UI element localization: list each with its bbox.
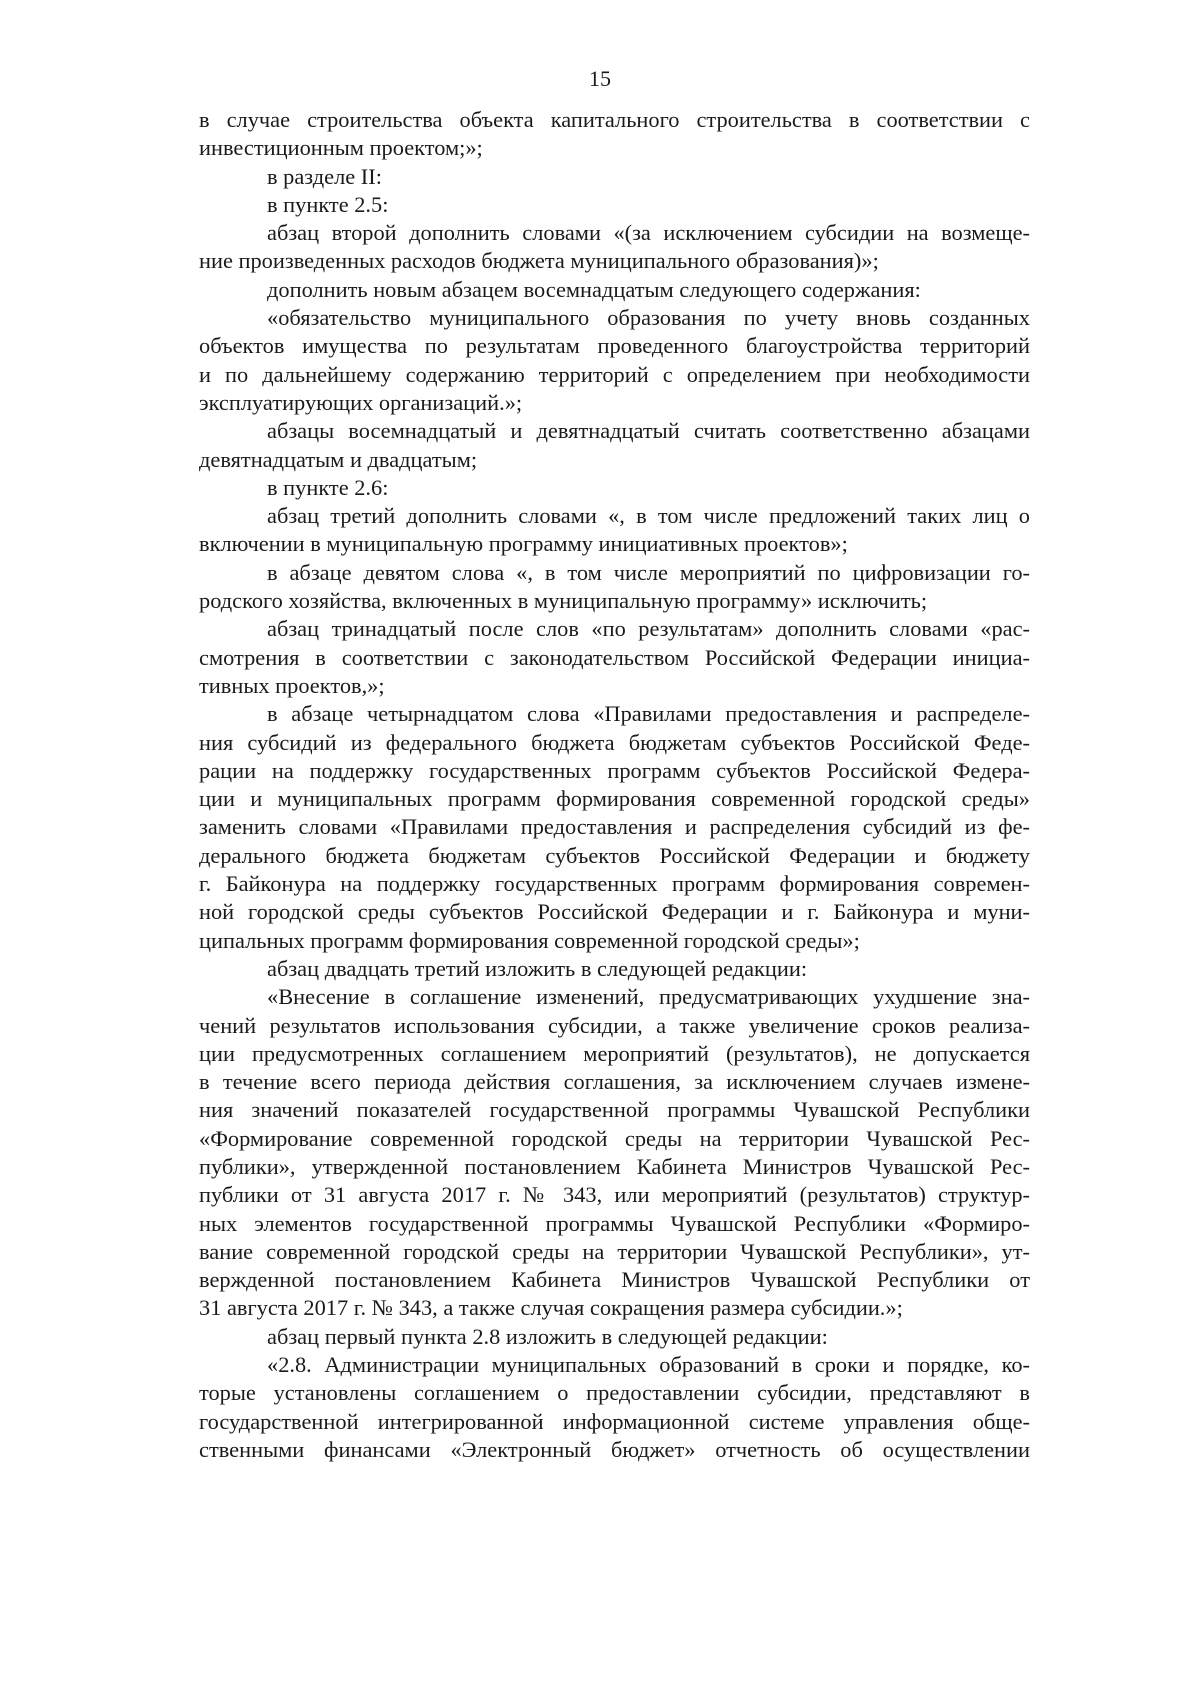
text-line: абзац тринадцатый после слов «по результатам» дополнить словами «рас- — [267, 616, 1030, 642]
text-line: абзацы восемнадцатый и девятнадцатый считать соответственно абзацами — [267, 418, 1030, 444]
text-line: в пункте 2.5: — [267, 191, 389, 217]
text-line: ственными финансами «Электронный бюджет» отчетность об осуществлении — [199, 1436, 1030, 1462]
text-line: в течение всего периода действия соглашения, за исключением случаев измене- — [199, 1069, 1030, 1095]
text-line: 31 августа 2017 г. № 343, а также случая сокращения размера субсидии.»; — [199, 1295, 903, 1321]
text-line: ние произведенных расходов бюджета муниципального образования)»; — [199, 248, 879, 274]
text-line: тивных проектов,»; — [199, 672, 385, 698]
text-line: абзац двадцать третий изложить в следующей редакции: — [267, 955, 808, 981]
text-line: в абзаце четырнадцатом слова «Правилами предоставления и распределе- — [267, 701, 1030, 727]
text-line: абзац второй дополнить словами «(за исключением субсидии на возмеще- — [267, 220, 1030, 246]
text-line: включении в муниципальную программу инициативных проектов»; — [199, 531, 848, 557]
page-number: 15 — [589, 66, 611, 91]
text-line: в абзаце девятом слова «, в том числе мероприятий по цифровизации го- — [267, 559, 1030, 585]
text-line: ния значений показателей государственной программы Чувашской Республики — [199, 1097, 1030, 1123]
text-line: «2.8. Администрации муниципальных образований в сроки и порядке, ко- — [267, 1352, 1030, 1378]
document-body — [199, 106, 1030, 1464]
text-line: объектов имущества по результатам проведенного благоустройства территорий — [199, 333, 1030, 359]
text-line: эксплуатирующих организаций.»; — [199, 389, 523, 415]
text-line: вание современной городской среды на территории Чувашской Республики», ут- — [199, 1238, 1030, 1264]
text-line: ципальных программ формирования современной городской среды»; — [199, 927, 860, 953]
text-line: ной городской среды субъектов Российской Федерации и г. Байконура и муни- — [199, 899, 1030, 925]
text-line: публики от 31 августа 2017 г. № 343, или мероприятий (результатов) структур- — [199, 1182, 1030, 1208]
text-line: абзац третий дополнить словами «, в том числе предложений таких лиц о — [267, 503, 1030, 529]
text-line: ных элементов государственной программы Чувашской Республики «Формиро- — [199, 1210, 1030, 1236]
text-line: заменить словами «Правилами предоставления и распределения субсидий из фе- — [199, 814, 1030, 840]
text-line: в случае строительства объекта капитального строительства в соответствии с — [199, 107, 1030, 132]
text-line: абзац первый пункта 2.8 изложить в следующей редакции: — [267, 1323, 828, 1349]
text-line: в пункте 2.6: — [267, 474, 389, 500]
text-line: ции предусмотренных соглашением мероприятий (результатов), не допускается — [199, 1040, 1030, 1066]
text-line: чений результатов использования субсидии, а также увеличение сроков реализа- — [199, 1012, 1030, 1038]
text-line: дополнить новым абзацем восемнадцатым следующего содержания: — [267, 276, 921, 302]
text-line: ции и муниципальных программ формирования современной городской среды» — [199, 786, 1030, 812]
text-line: родского хозяйства, включенных в муниципальную программу» исключить; — [199, 588, 928, 614]
text-line: девятнадцатым и двадцатым; — [199, 446, 478, 472]
text-line: инвестиционным проектом;»; — [199, 135, 483, 161]
text-line: рации на поддержку государственных программ субъектов Российской Федера- — [199, 757, 1030, 783]
text-line: г. Байконура на поддержку государственных программ формирования современ- — [199, 871, 1030, 897]
text-line: и по дальнейшему содержанию территорий с определением при необходимости — [199, 361, 1030, 387]
text-line: ния субсидий из федерального бюджета бюджетам субъектов Российской Феде- — [199, 729, 1030, 755]
text-line: вержденной постановлением Кабинета Министров Чувашской Республики от — [199, 1267, 1030, 1293]
text-line: смотрения в соответствии с законодательством Российской Федерации инициа- — [199, 644, 1030, 670]
text-line: «Внесение в соглашение изменений, предусматривающих ухудшение зна- — [267, 984, 1030, 1010]
text-line: дерального бюджета бюджетам субъектов Российской Федерации и бюджету — [199, 842, 1030, 868]
text-line: «обязательство муниципального образования по учету вновь созданных — [267, 305, 1030, 331]
text-line: публики», утвержденной постановлением Кабинета Министров Чувашской Рес- — [199, 1153, 1030, 1179]
text-line: в разделе II: — [267, 163, 382, 189]
text-line: торые установлены соглашением о предоставлении субсидии, представляют в — [199, 1380, 1030, 1406]
text-line: государственной интегрированной информационной системе управления обще- — [199, 1408, 1030, 1434]
text-line: «Формирование современной городской среды на территории Чувашской Рес- — [199, 1125, 1030, 1151]
